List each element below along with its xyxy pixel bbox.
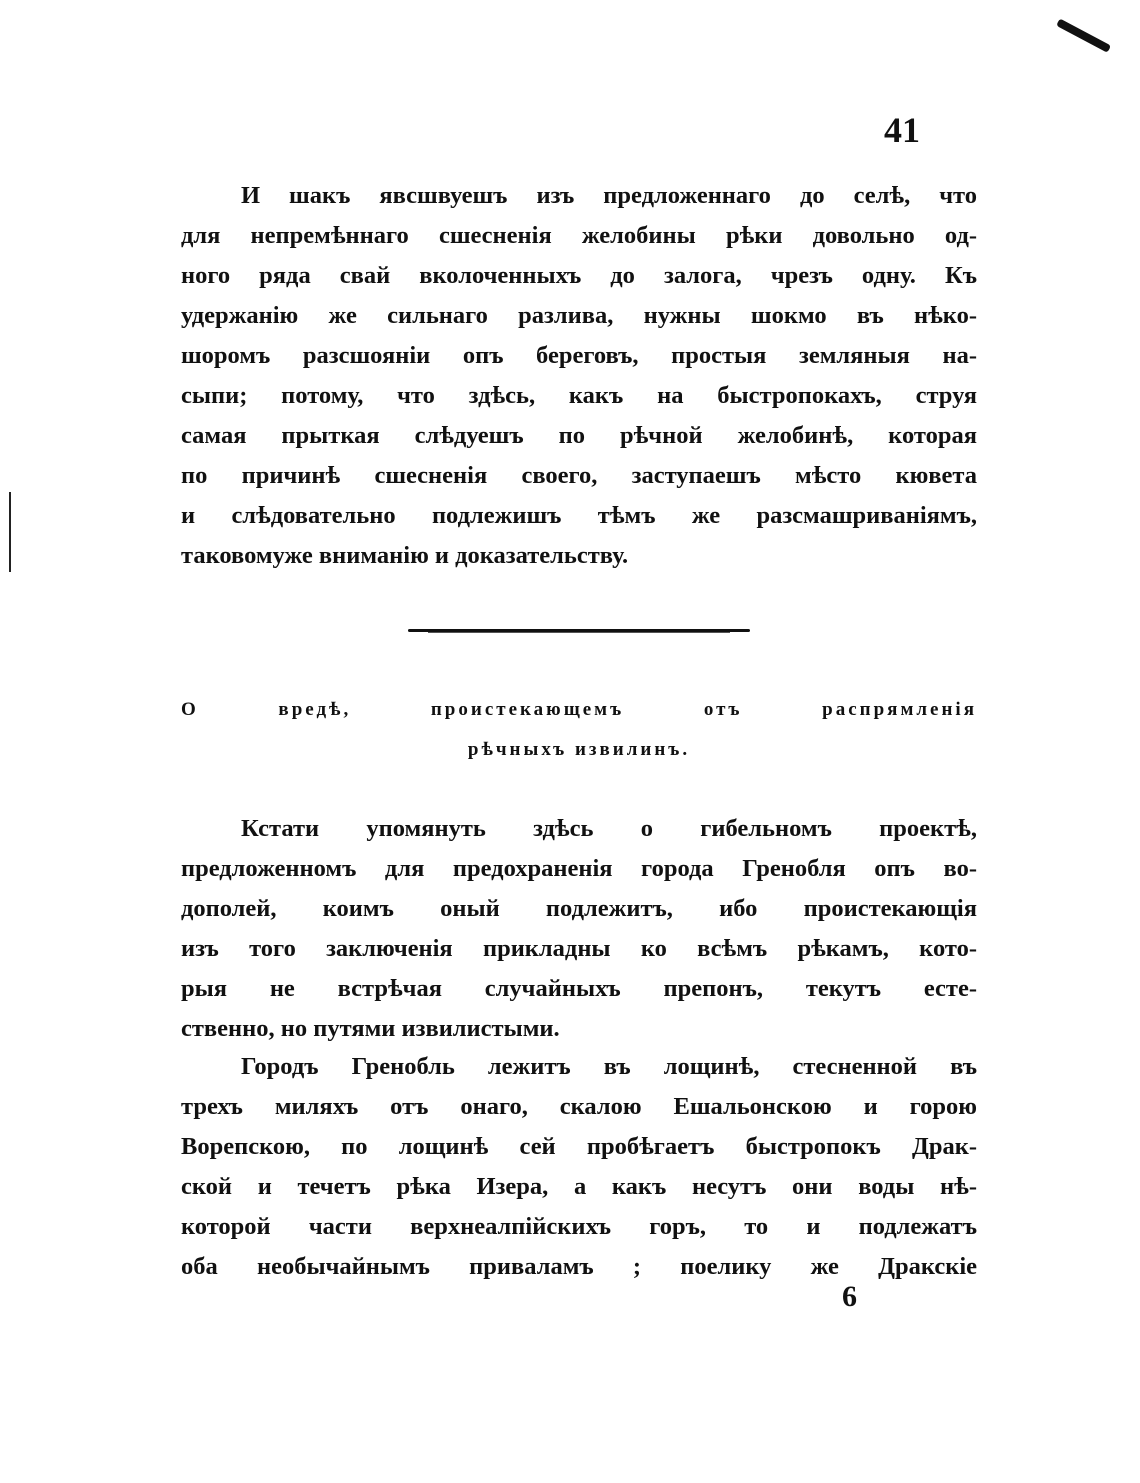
- margin-ink-mark: [9, 492, 11, 572]
- text-line: Кстати упомянуть здѣсь о гибельномъ проектѣ,: [241, 815, 977, 842]
- text-line: которой части верхнеалпійскихъ горъ, то и подлежатъ: [181, 1213, 977, 1240]
- printer-signature-mark: 6: [842, 1280, 857, 1313]
- page-number: 41: [884, 110, 920, 150]
- text-line: оба необычайнымъ приваламъ ; поелику же Дракскіе: [181, 1253, 977, 1280]
- paragraph-2: [181, 809, 977, 1049]
- paragraph-3: [181, 1047, 977, 1287]
- text-line: и слѣдовательно подлежишъ тѣмъ же разсмашриваніямъ,: [181, 502, 977, 529]
- text-line: предложенномъ для предохраненія города Гренобля опъ во-: [181, 855, 977, 882]
- text-line: Ворепскою, по лощинѣ сей пробѣгаетъ быстропокъ Драк-: [181, 1133, 977, 1160]
- text-line: самая прыткая слѣдуешъ по рѣчной желобинѣ, которая: [181, 422, 977, 449]
- text-line: ного ряда свай вколоченныхъ до залога, чрезъ одну. Къ: [181, 262, 977, 289]
- heading-line: рѣчныхъ извилинъ.: [467, 739, 691, 760]
- text-line: шоромъ разсшояніи опъ береговъ, простыя земляныя на-: [181, 342, 977, 369]
- heading-line: О вредѣ, проистекающемъ отъ распрямленія: [181, 699, 977, 720]
- text-line: дополей, коимъ оный подлежитъ, ибо проистекающія: [181, 895, 977, 922]
- corner-ink-mark: [1056, 18, 1111, 52]
- text-line: по причинѣ сшесненія своего, заступаешъ мѣсто кювета: [181, 462, 977, 489]
- text-line: Городъ Гренобль лежитъ въ лощинѣ, стесненной въ: [241, 1053, 977, 1080]
- text-line: рыя не встрѣчая случайныхъ препонъ, текутъ есте-: [181, 975, 977, 1002]
- paragraph-1: [181, 176, 977, 576]
- text-line: изъ того заключенія прикладны ко всѣмъ рѣкамъ, кото-: [181, 935, 977, 962]
- text-line: трехъ миляхъ отъ онаго, скалою Ешальонскою и горою: [181, 1093, 977, 1120]
- text-line: удержанію же сильнаго разлива, нужны шокмо въ нѣко-: [181, 302, 977, 329]
- section-heading: [181, 690, 977, 770]
- text-line: ской и течетъ рѣка Изера, а какъ несутъ они воды нѣ-: [181, 1173, 977, 1200]
- text-line: И шакъ явсшвуешъ изъ предложеннаго до селѣ, что: [241, 182, 977, 209]
- text-line: для непремѣннаго сшесненія желобины рѣки довольно од-: [181, 222, 977, 249]
- section-divider: [408, 629, 750, 632]
- text-line: сыпи; потому, что здѣсь, какъ на быстропокахъ, струя: [181, 382, 977, 409]
- text-line: таковомуже вниманію и доказательству.: [181, 542, 629, 569]
- text-line: ственно, но путями извилистыми.: [181, 1015, 560, 1042]
